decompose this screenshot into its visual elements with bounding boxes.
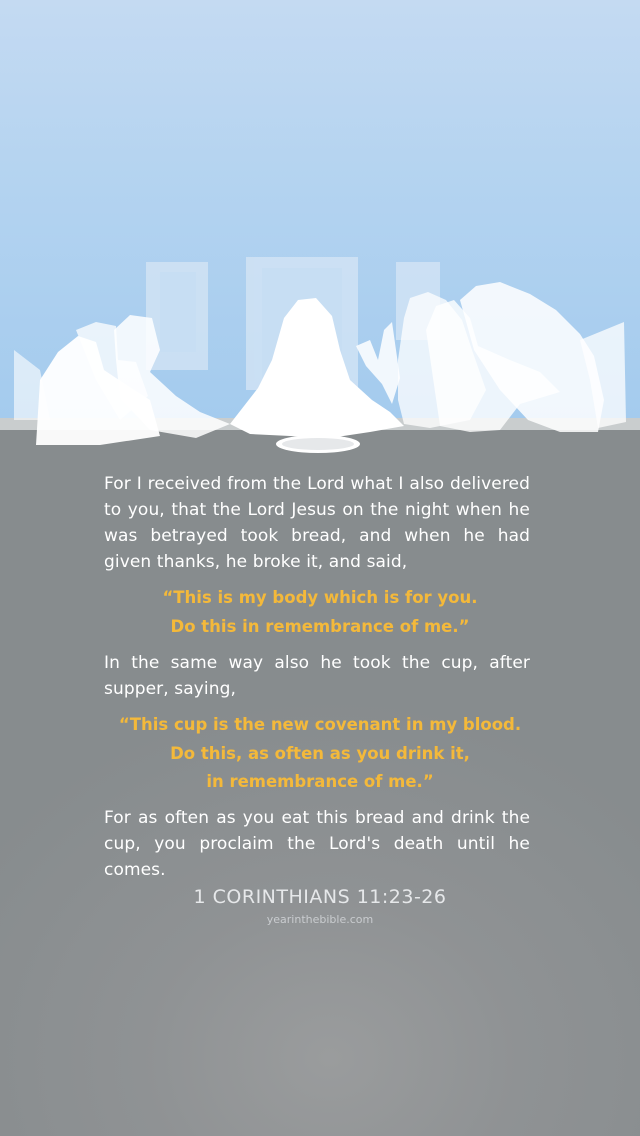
website-label: yearinthebible.com bbox=[266, 913, 374, 926]
quote-1-line-2: Do this in remembrance of me.” bbox=[170, 617, 470, 636]
quote-1-line-1: “This is my body which is for you. bbox=[162, 588, 478, 607]
scripture-reference: 1 CORINTHIANS 11:23-26 bbox=[193, 886, 447, 908]
quote-2-line-1: “This cup is the new covenant in my blood. bbox=[118, 715, 522, 734]
quote-2-line-3: in remembrance of me.” bbox=[206, 772, 434, 791]
passage-paragraph-1: For I received from the Lord what I also delivered to you, that the Lord Jesus on the night when he was betrayed took bread, and when he had given thanks, he broke it, and said, bbox=[104, 474, 530, 572]
last-supper-illustration bbox=[0, 250, 640, 460]
quote-2-line-2: Do this, as often as you drink it, bbox=[170, 744, 470, 763]
passage-paragraph-3: For as often as you eat this bread and drink the cup, you proclaim the Lord's death until he comes. bbox=[104, 808, 530, 880]
passage-paragraph-2: In the same way also he took the cup, after supper, saying, bbox=[104, 653, 530, 699]
